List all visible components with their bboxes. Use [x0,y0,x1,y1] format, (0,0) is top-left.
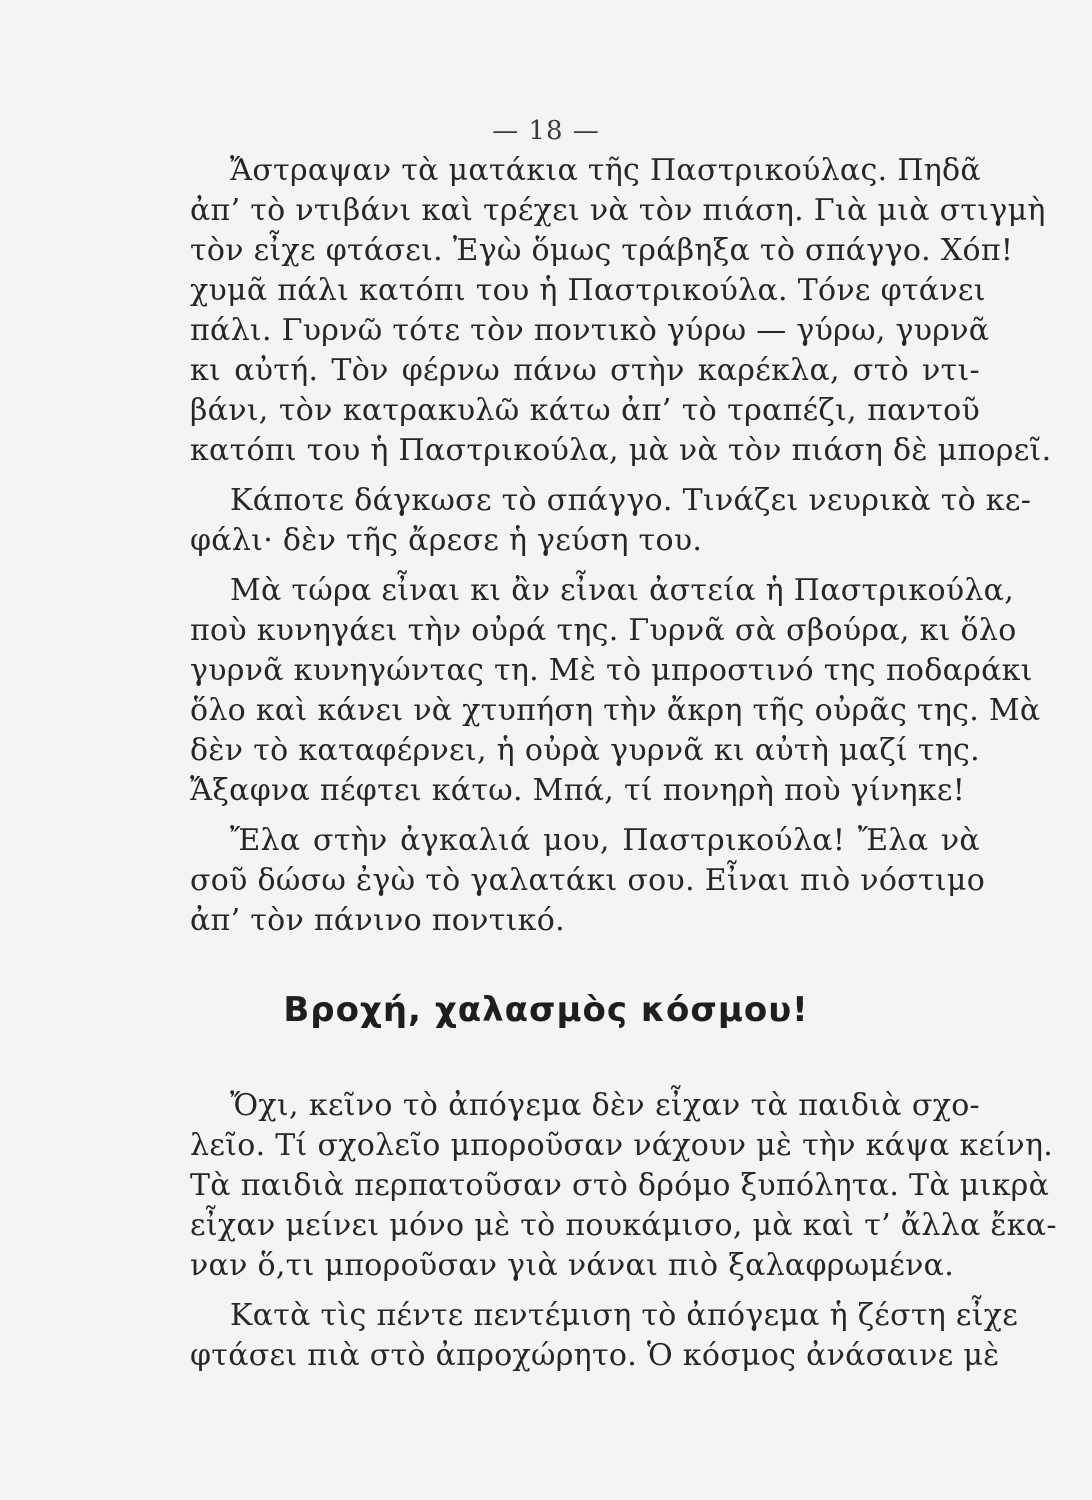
text-line: γυρνᾶ κυνηγώντας τη. Μὲ τὸ μπροστινό της ποδαράκι [190,653,1033,688]
text-line: Τὰ παιδιὰ περπατοῦσαν στὸ δρόμο ξυπόλητα. Τὰ μικρὰ [190,1168,1050,1203]
text-line: ποὺ κυνηγάει τὴν οὐρά της. Γυρνᾶ σὰ σβούρα, κι ὅλο [190,613,1017,648]
text-line: φτάσει πιὰ στὸ ἀπροχώρητο. Ὁ κόσμος ἀνάσαινε μὲ [190,1338,1000,1373]
text-line: Κάποτε δάγκωσε τὸ σπάγγο. Τινάζει νευρικὰ τὸ κε- [230,483,1032,518]
text-line: Κατὰ τὶς πέντε πεντέμιση τὸ ἀπόγεμα ἡ ζέστη εἶχε [230,1298,1019,1333]
section-1-body [190,151,1052,941]
text-line: ὅλο καὶ κάνει νὰ χτυπήση τὴν ἄκρη τῆς οὐρᾶς της. Μὰ [190,693,1041,728]
text-line: ἀπ’ τὸν πάνινο ποντικό. [190,903,565,938]
text-line: Ἄξαφνα πέφτει κάτω. Μπά, τί πονηρὴ ποὺ γίνηκε! [190,773,966,808]
text-line: Ἄστραψαν τὰ ματάκια τῆς Παστρικούλας. Πηδᾶ [230,153,981,188]
text-line: χυμᾶ πάλι κατόπι του ἡ Παστρικούλα. Τόνε φτάνει [190,273,986,308]
text-line: Μὰ τώρα εἶναι κι ἂν εἶναι ἀστεία ἡ Παστρικούλα, [230,573,1015,608]
text-line: ναν ὅ,τι μποροῦσαν γιὰ νάναι πιὸ ξαλαφρωμένα. [190,1248,955,1283]
section-heading: Βροχή, χαλασμὸς κόσμου! [283,990,809,1030]
text-line: τὸν εἶχε φτάσει. Ἐγὼ ὅμως τράβηξα τὸ σπάγγο. Χόπ! [190,233,1014,268]
text-line: φάλι· δὲν τῆς ἄρεσε ἡ γεύση του. [190,523,703,558]
text-line: πάλι. Γυρνῶ τότε τὸν ποντικὸ γύρω — γύρω, γυρνᾶ [190,313,990,348]
text-line: βάνι, τὸν κατρακυλῶ κάτω ἀπ’ τὸ τραπέζι, παντοῦ [190,393,980,428]
text-line: κατόπι του ἡ Παστρικούλα, μὰ νὰ τὸν πιάση δὲ μπορεῖ. [190,433,1052,468]
text-line: δὲν τὸ καταφέρνει, ἡ οὐρὰ γυρνᾶ κι αὐτὴ μαζί της. [190,733,980,768]
text-line: Ἔλα στὴν ἀγκαλιά μου, Παστρικούλα! Ἔλα νὰ [230,823,980,858]
text-line: σοῦ δώσω ἐγὼ τὸ γαλατάκι σου. Εἶναι πιὸ νόστιμο [190,863,986,898]
text-line: Ὄχι, κεῖνο τὸ ἀπόγεμα δὲν εἶχαν τὰ παιδιὰ σχο- [230,1088,980,1123]
section-2-body [190,1086,1057,1376]
text-line: κι αὐτή. Τὸν φέρνω πάνω στὴν καρέκλα, στὸ ντι- [190,353,980,388]
text-line: λεῖο. Τί σχολεῖο μποροῦσαν νάχουν μὲ τὴν κάψα κείνη. [190,1128,1054,1163]
text-line: εἶχαν μείνει μόνο μὲ τὸ πουκάμισο, μὰ καὶ τ’ ἄλλα ἔκα- [190,1208,1057,1243]
page-number: — 18 — [492,116,600,146]
text-line: ἀπ’ τὸ ντιβάνι καὶ τρέχει νὰ τὸν πιάση. Γιὰ μιὰ στιγμὴ [190,193,1046,228]
